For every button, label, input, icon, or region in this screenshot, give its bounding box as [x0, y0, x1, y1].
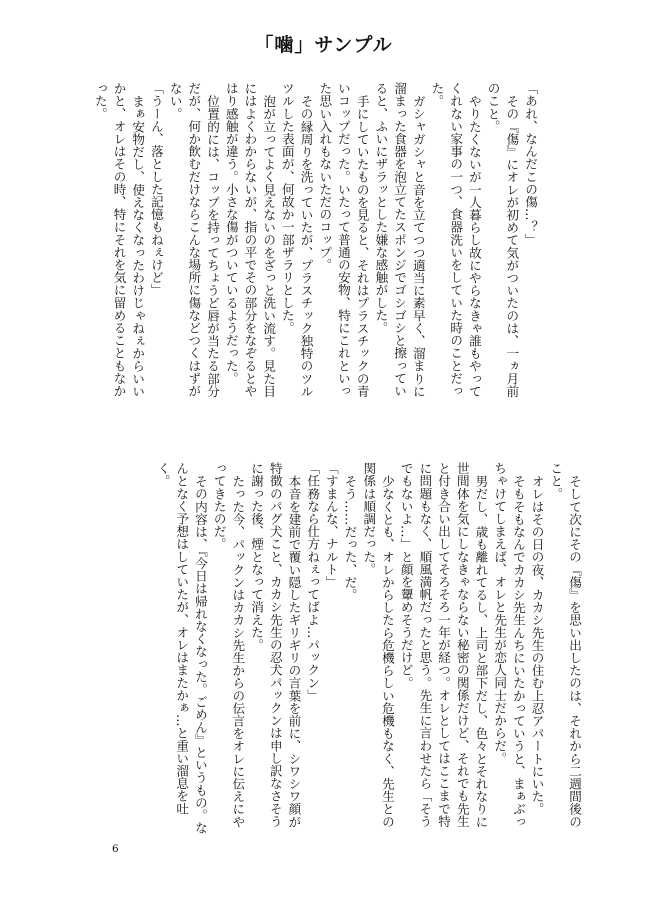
paragraph: 「すまんな、ナルト」	[323, 462, 339, 588]
paragraph: まぁ安物だし、使えなくなったわけじゃねぇからいいかと、オレはその時、特にそれを気に留めることもなかった。	[92, 82, 146, 397]
paragraph: 男だし、歳も離れてるし、上司と部下だし、色々とそれなりに世間体を気にしなきゃならない秘密の関係だけど、それでも先生と付き合い出してそろそろ一年が経つ。オレとしてはここまで特に問題もなく、順風満帆だったと思う。先生に言わせたら「そうでもないよ…」と顔を顰めそうだけど。	[398, 462, 489, 828]
paragraph: 「うーん、落とした記憶もねぇけど」	[148, 82, 164, 297]
paragraph: 手にしていたものを見ると、それはプラスチックの青いコップだった。いたって普通の安物、特にこれといった思い入れもないただのコップ。	[317, 82, 370, 397]
page-number: 6	[112, 843, 119, 855]
paragraph: その縁周りを洗っていたが、プラスチック独特のツルツルした表面が、何故か一部ザラリとした。	[279, 82, 314, 397]
paragraph: その『傷』にオレが初めて気がついたのは、一ヵ月前のこと。	[485, 82, 520, 397]
paragraph: ガシャガシャと音を立てつつ適当に素早く、溜まりに溜まった食器を泡立てたスポンジでゴシゴシと擦っていると、ふいにザラッとした嫌な感触がした。	[373, 82, 426, 397]
paragraph: 「任務なら仕方ねぇってばよ…パックン」	[305, 462, 321, 702]
paragraph: そして次にその『傷』を思い出したのは、それから二週間後のこと。	[548, 462, 582, 828]
paragraph: その内容は、『今日は帰れなくなった。ごめん』というもの。なんとなく予想はしていたが、オレはまたかぁ…と重い溜息を吐く。	[155, 462, 208, 834]
page-title: 「噛」サンプル	[254, 34, 393, 56]
paragraph: オレはその日の夜、カカシ先生の住む上忍アパートにいた。	[529, 474, 545, 815]
paragraph: そう……だった、だ。	[342, 474, 358, 601]
paragraph: 位置的には、コップを持ってちょうど唇が当たる部分だが、何か飲むだけならこんな場所に傷などつくはずがない。	[167, 82, 221, 397]
paragraph: 泡が立ってよく見えないのをざっと洗い流す。見た目にはよくわからないが、指の平でその部分をなぞるとやはり感触が違う。小さな傷がついているようだった。	[223, 82, 277, 397]
paragraph: そもそもなんでカカシ先生んちにいたかっていうと、まぁぶっちゃけてしまえば、オレと先生が恋人同士だからだ。	[492, 462, 526, 828]
paragraph: たった今、パックンはカカシ先生からの伝言をオレに伝えにやってきたのだ。	[211, 462, 246, 828]
paragraph: 本音を建前で覆い隠したギリギリの言葉を前に、シワシワ顔が特徴のパグ犬こと、カカシ先生の忍犬パックンは申し訳なさそうに謝った後、煙となって消えた。	[249, 462, 302, 828]
paragraph: 「あれ、なんだこの傷…？」	[523, 82, 538, 246]
text-block-upper	[92, 82, 539, 407]
paragraph: 少なくとも、オレからしたら危機らしい危機もなく、先生との関係は順調だった。	[361, 462, 395, 828]
paragraph: やりたくないが一人暮らし故にやらなきゃ誰もやってくれない家事の一つ、食器洗いをしていた時のことだった。	[429, 82, 482, 397]
text-block-lower	[108, 462, 583, 836]
